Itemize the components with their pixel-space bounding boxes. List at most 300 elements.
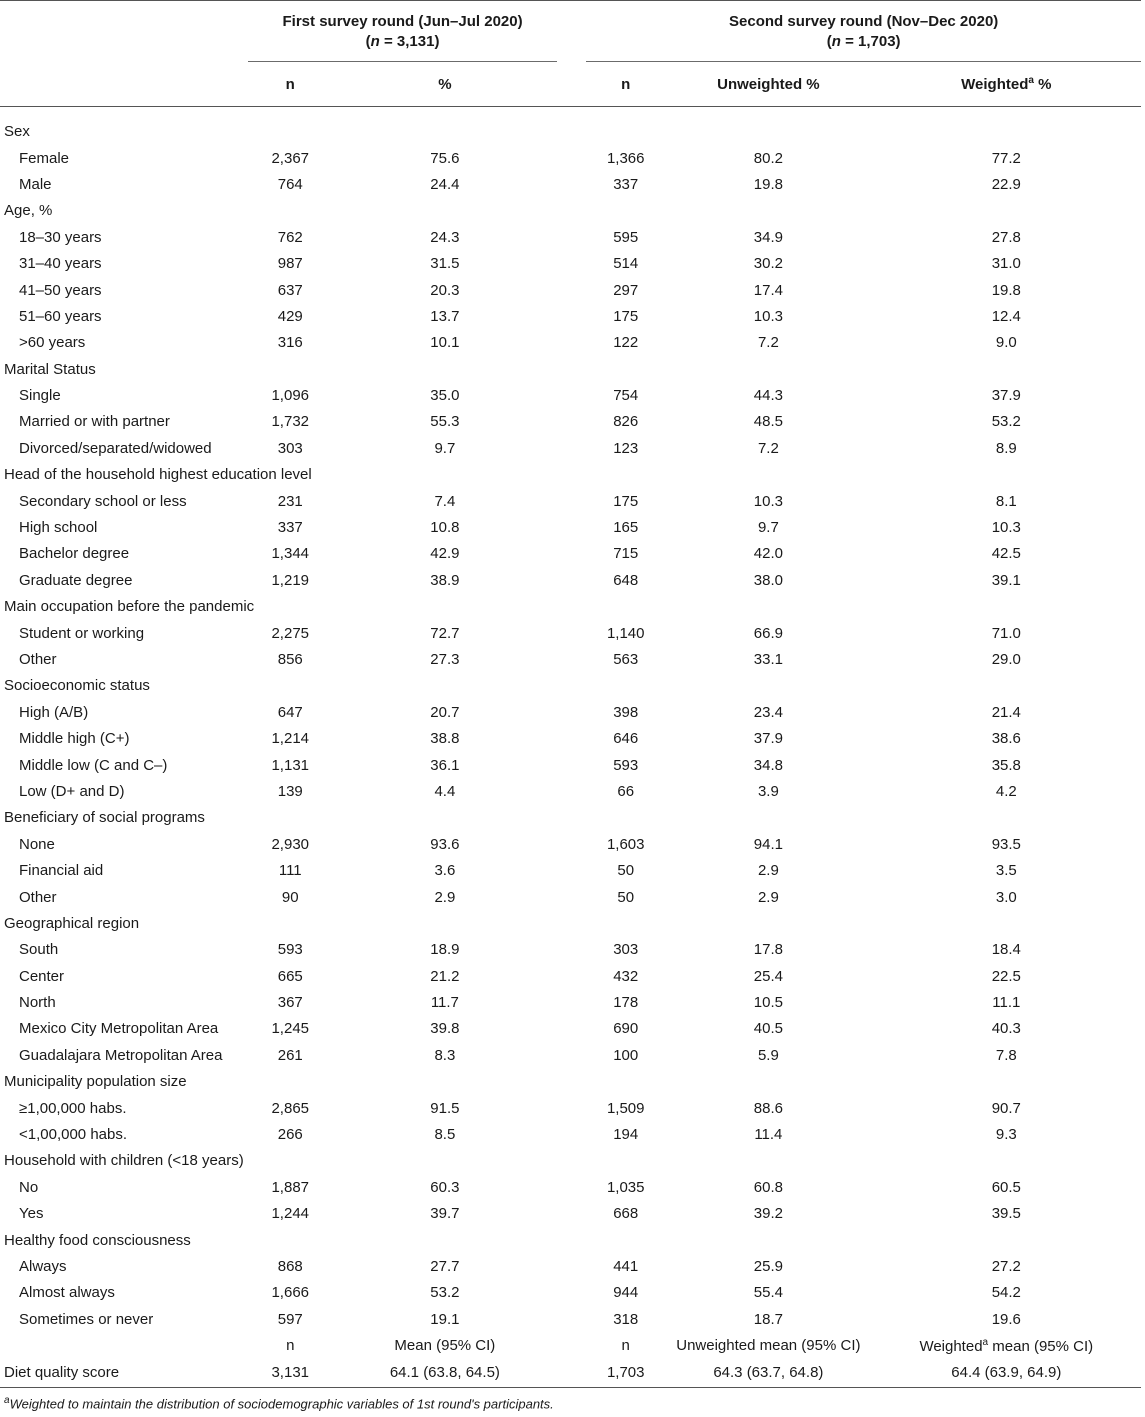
- cell-weighted: 21.4: [991, 703, 1021, 721]
- group-gap: [557, 1280, 586, 1306]
- cell-weighted: 71.0: [991, 624, 1021, 642]
- row-label: Center: [19, 967, 65, 985]
- category-label: Main occupation before the pandemic: [4, 598, 255, 616]
- cell-n2: 595: [613, 228, 639, 246]
- cell-pct1: 8.5: [434, 1126, 456, 1144]
- cell-n2: 715: [613, 545, 639, 563]
- table-row: [0, 1095, 1141, 1121]
- cell-n1: 637: [277, 281, 303, 299]
- label-column-header: [0, 62, 248, 107]
- cell-n1: 868: [277, 1257, 303, 1275]
- group-gap: [557, 778, 586, 804]
- cell-weighted: 19.6: [991, 1310, 1021, 1328]
- table-row: [0, 646, 1141, 672]
- cell-n1: 2,865: [271, 1099, 310, 1117]
- category-row: [0, 1069, 1141, 1095]
- group-gap: [557, 1, 586, 62]
- cell-pct1: 42.9: [430, 545, 460, 563]
- group-gap: [557, 1332, 586, 1358]
- mean-header-unweighted: Unweighted mean (95% CI): [676, 1337, 861, 1355]
- table-row: [0, 1016, 1141, 1042]
- cell-weighted: 39.5: [991, 1205, 1021, 1223]
- cell-n1: 1,131: [271, 756, 310, 774]
- cell-n2: 50: [617, 888, 635, 906]
- cell-n2: 175: [613, 492, 639, 510]
- cell-n2: 563: [613, 651, 639, 668]
- footnote: $^a$Weighted to maintain the distribution of sociodemographic variables of 1st round's participants.: [4, 1395, 554, 1412]
- row-label: Guadalajara Metropolitan Area: [19, 1046, 223, 1064]
- cell-pct1: 24.3: [430, 228, 460, 246]
- cell-unweighted: 60.8: [753, 1178, 783, 1196]
- cell-pct1: 36.1: [430, 756, 460, 774]
- group-gap: [557, 1121, 586, 1147]
- group-gap: [557, 435, 586, 461]
- category-label: Socioeconomic status: [4, 677, 150, 695]
- group-gap: [557, 1253, 586, 1279]
- cell-n1: 3,131: [248, 1359, 333, 1388]
- table-row: [0, 778, 1141, 804]
- cell-pct1: 55.3: [430, 413, 460, 431]
- cell-n1: 762: [277, 228, 303, 246]
- cell-n1: 856: [277, 651, 303, 668]
- group-gap: [557, 1174, 586, 1200]
- group-gap: [557, 224, 586, 250]
- cell-unweighted: 23.4: [753, 703, 783, 721]
- cell-weighted: 8.9: [995, 439, 1017, 457]
- cell-unweighted: 80.2: [753, 149, 783, 167]
- cell-weighted: 27.8: [991, 228, 1021, 246]
- cell-weighted: 93.5: [991, 835, 1021, 853]
- cell-pct1: 8.3: [434, 1046, 456, 1064]
- cell-n2: 122: [613, 334, 639, 352]
- row-label: Mexico City Metropolitan Area: [19, 1020, 219, 1038]
- table-row: [0, 567, 1141, 593]
- mean-header-n1: n: [286, 1337, 295, 1355]
- row-label: Divorced/separated/widowed: [19, 439, 212, 457]
- cell-pct1: 53.2: [430, 1284, 460, 1302]
- category-row: [0, 1148, 1141, 1174]
- cell-n2: 318: [613, 1310, 639, 1328]
- cell-weighted: 77.2: [991, 149, 1021, 167]
- cell-n1: 1,096: [271, 387, 310, 405]
- row-label: North: [19, 994, 56, 1012]
- first-round-title: First survey round (Jun–Jul 2020): [282, 13, 523, 30]
- row-label: Other: [19, 888, 57, 906]
- cell-n2: 165: [613, 519, 639, 537]
- cell-pct1: 27.3: [430, 651, 460, 668]
- table-row: [0, 831, 1141, 857]
- table-row: [0, 541, 1141, 567]
- cell-n1: 303: [277, 439, 303, 457]
- cell-weighted: 40.3: [991, 1020, 1021, 1038]
- row-label: High (A/B): [19, 703, 89, 721]
- cell-n2: 690: [613, 1020, 639, 1038]
- cell-weighted: 35.8: [991, 756, 1021, 774]
- table-row: [0, 620, 1141, 646]
- cell-n1: 2,275: [271, 624, 310, 642]
- cell-n1: 316: [277, 334, 303, 352]
- cell-unweighted: 88.6: [753, 1099, 783, 1117]
- table-row: [0, 857, 1141, 883]
- cell-n1: 597: [277, 1310, 303, 1328]
- mean-header-weighted: Weighted$^a$ mean (95% CI): [919, 1336, 1094, 1355]
- second-round-title: Second survey round (Nov–Dec 2020): [729, 13, 999, 30]
- mean-header-row: [0, 1332, 1141, 1358]
- cell-pct1: 72.7: [430, 624, 460, 642]
- cell-n2: 123: [613, 439, 639, 457]
- table-row: [0, 514, 1141, 540]
- cell-pct1: 2.9: [434, 888, 456, 906]
- cell-pct1: 9.7: [434, 439, 456, 457]
- cell-unweighted: 38.0: [753, 571, 783, 589]
- cell-weighted: 19.8: [991, 281, 1021, 299]
- cell-n1: 266: [277, 1126, 303, 1144]
- cell-weighted: 7.8: [995, 1046, 1017, 1064]
- cell-unweighted: 5.9: [757, 1046, 779, 1064]
- cell-weighted: 3.0: [995, 888, 1017, 906]
- cell-pct1: 35.0: [430, 387, 460, 405]
- cell-n2: 826: [613, 413, 639, 431]
- category-label: Age, %: [4, 202, 53, 220]
- cell-unweighted: 11.4: [754, 1126, 783, 1144]
- cell-unweighted: 17.4: [753, 281, 783, 299]
- group-gap: [557, 62, 586, 107]
- cell-n2: 297: [613, 281, 639, 299]
- cell-n1: 1,245: [271, 1020, 310, 1038]
- cell-unweighted: 42.0: [753, 545, 783, 563]
- row-label: 41–50 years: [19, 281, 102, 299]
- row-label: Always: [19, 1257, 67, 1275]
- cell-pct1: 19.1: [430, 1310, 460, 1328]
- cell-n2: 1,509: [606, 1099, 645, 1117]
- cell-weighted: 9.0: [995, 334, 1017, 352]
- cell-n1: 1,666: [271, 1284, 310, 1302]
- cell-n2: 178: [613, 994, 639, 1012]
- cell-unweighted: 94.1: [753, 835, 783, 853]
- second-round-n: (n = 1,703): [826, 33, 901, 50]
- table-row: [0, 303, 1141, 329]
- cell-unweighted-mean: 64.3 (63.7, 64.8): [665, 1359, 871, 1388]
- cell-weighted: 11.1: [992, 994, 1021, 1012]
- table-row: [0, 989, 1141, 1015]
- cell-n2: 100: [613, 1046, 639, 1064]
- cell-weighted: 3.5: [995, 862, 1017, 880]
- cell-weighted: 42.5: [991, 545, 1021, 563]
- table-row: [0, 1280, 1141, 1306]
- cell-n2: 593: [613, 756, 639, 774]
- row-label: No: [19, 1178, 39, 1196]
- cell-unweighted: 34.9: [753, 228, 783, 246]
- cell-n1: 1,344: [271, 545, 310, 563]
- group-gap: [557, 752, 586, 778]
- cell-n2: 1,603: [606, 835, 645, 853]
- table-row: [0, 699, 1141, 725]
- category-row: [0, 1227, 1141, 1253]
- row-label: Bachelor degree: [19, 545, 130, 563]
- cell-weighted: 27.2: [991, 1257, 1021, 1275]
- cell-n2: 66: [617, 782, 635, 800]
- table-row: [0, 409, 1141, 435]
- cell-weighted: 29.0: [991, 651, 1021, 668]
- category-row: [0, 462, 1141, 488]
- cell-n1: 139: [277, 782, 303, 800]
- cell-n1: 647: [277, 703, 303, 721]
- cell-n1: 261: [277, 1046, 303, 1064]
- cell-pct1: 11.7: [430, 994, 459, 1012]
- row-label: Sometimes or never: [19, 1310, 154, 1328]
- table-row: [0, 1306, 1141, 1332]
- cell-weighted: 22.5: [991, 967, 1021, 985]
- row-label: 18–30 years: [19, 228, 102, 246]
- cell-pct1: 60.3: [430, 1178, 460, 1196]
- table-body: [0, 107, 1141, 1388]
- cell-weighted: 12.4: [991, 307, 1021, 325]
- cell-n2: 668: [613, 1205, 639, 1223]
- cell-n1: 1,732: [271, 413, 310, 431]
- cell-weighted: 90.7: [991, 1099, 1021, 1117]
- cell-n1: 90: [281, 888, 299, 906]
- group-gap: [557, 541, 586, 567]
- cell-n1: 231: [277, 492, 303, 510]
- col-weighted-header: Weighted$^a$ %: [872, 62, 1141, 107]
- table-row: [0, 1201, 1141, 1227]
- table-row: [0, 488, 1141, 514]
- row-label: South: [19, 941, 59, 959]
- table-row: [0, 1042, 1141, 1068]
- cell-pct1: 10.8: [430, 519, 460, 537]
- cell-n2: 194: [613, 1126, 639, 1144]
- category-label: Household with children (<18 years): [4, 1152, 244, 1170]
- cell-n2: 432: [613, 967, 639, 985]
- row-label: Secondary school or less: [19, 492, 187, 510]
- cell-n2: 337: [613, 175, 639, 193]
- category-label: Municipality population size: [4, 1073, 187, 1091]
- cell-n1: 1,887: [271, 1178, 310, 1196]
- empty-header-cell: [0, 1, 248, 62]
- category-row: [0, 198, 1141, 224]
- cell-mean: 64.1 (63.8, 64.5): [333, 1359, 558, 1388]
- cell-pct1: 39.7: [430, 1205, 460, 1223]
- second-round-header: [586, 1, 1141, 62]
- cell-pct1: 18.9: [430, 941, 460, 959]
- row-label: Middle high (C+): [19, 730, 130, 748]
- cell-weighted: 38.6: [991, 730, 1021, 748]
- first-round-header: [248, 1, 557, 62]
- row-label: Middle low (C and C–): [19, 756, 168, 774]
- cell-pct1: 75.6: [430, 149, 460, 167]
- col-n1-header: n: [248, 62, 333, 107]
- group-gap: [557, 488, 586, 514]
- row-label: 31–40 years: [19, 255, 102, 273]
- cell-unweighted: 25.4: [753, 967, 783, 985]
- mean-header-n2: n: [621, 1337, 630, 1355]
- group-gap: [557, 567, 586, 593]
- group-gap: [557, 250, 586, 276]
- cell-n2: 944: [613, 1284, 639, 1302]
- row-label: ≥1,00,000 habs.: [19, 1099, 127, 1117]
- row-label: Graduate degree: [19, 571, 133, 589]
- cell-unweighted: 19.8: [753, 175, 783, 193]
- group-gap: [557, 963, 586, 989]
- cell-unweighted: 18.7: [753, 1310, 783, 1328]
- row-label: High school: [19, 519, 98, 537]
- cell-n2: 303: [613, 941, 639, 959]
- cell-unweighted: 44.3: [753, 387, 783, 405]
- table-row: [0, 1253, 1141, 1279]
- category-row: [0, 356, 1141, 382]
- table-row: [0, 884, 1141, 910]
- cell-n1: 665: [277, 967, 303, 985]
- cell-unweighted: 9.7: [757, 519, 779, 537]
- group-gap: [557, 277, 586, 303]
- cell-pct1: 13.7: [430, 307, 460, 325]
- cell-n1: 1,219: [271, 571, 310, 589]
- group-gap: [557, 1042, 586, 1068]
- category-row: [0, 910, 1141, 936]
- row-label: Yes: [19, 1205, 44, 1223]
- cell-unweighted: 10.3: [753, 492, 783, 510]
- cell-unweighted: 34.8: [753, 756, 783, 774]
- cell-pct1: 38.9: [430, 571, 460, 589]
- row-label: <1,00,000 habs.: [19, 1126, 128, 1144]
- cell-n1: 2,367: [271, 149, 310, 167]
- category-row: [0, 805, 1141, 831]
- table-row: [0, 145, 1141, 171]
- row-label: Male: [19, 175, 52, 193]
- cell-pct1: 4.4: [434, 782, 456, 800]
- cell-n1: 111: [278, 862, 302, 880]
- cell-unweighted: 66.9: [753, 624, 783, 642]
- cell-unweighted: 55.4: [753, 1284, 783, 1302]
- cell-unweighted: 40.5: [753, 1020, 783, 1038]
- cell-n2: 50: [617, 862, 635, 880]
- cell-n2: 648: [613, 571, 639, 589]
- group-gap: [557, 989, 586, 1015]
- cell-pct1: 3.6: [434, 862, 456, 880]
- cell-unweighted: 7.2: [757, 439, 779, 457]
- cell-weighted: 10.3: [991, 519, 1021, 537]
- cell-weighted: 54.2: [991, 1284, 1021, 1302]
- first-round-n: (n = 3,131): [365, 33, 440, 50]
- cell-unweighted: 7.2: [757, 334, 779, 352]
- group-gap: [557, 1306, 586, 1332]
- cell-n2: 398: [613, 703, 639, 721]
- group-gap: [557, 1359, 586, 1388]
- cell-n1: 987: [277, 255, 303, 273]
- cell-pct1: 27.7: [430, 1257, 460, 1275]
- table-row: [0, 725, 1141, 751]
- group-gap: [557, 937, 586, 963]
- row-label: Diet quality score: [0, 1359, 248, 1388]
- cell-unweighted: 39.2: [753, 1205, 783, 1223]
- cell-n1: 2,930: [271, 835, 310, 853]
- group-gap: [557, 725, 586, 751]
- cell-unweighted: 30.2: [753, 255, 783, 273]
- cell-n1: 1,244: [271, 1205, 310, 1223]
- cell-unweighted: 48.5: [753, 413, 783, 431]
- cell-weighted: 31.0: [991, 255, 1021, 273]
- cell-n2: 441: [613, 1257, 639, 1275]
- group-gap: [557, 620, 586, 646]
- group-gap: [557, 171, 586, 197]
- row-label: Student or working: [19, 624, 145, 642]
- cell-weighted: 8.1: [995, 492, 1017, 510]
- cell-pct1: 20.3: [430, 281, 460, 299]
- row-label: 51–60 years: [19, 307, 102, 325]
- category-label: Head of the household highest education level: [4, 466, 312, 484]
- category-label: Beneficiary of social programs: [4, 809, 205, 827]
- cell-unweighted: 10.3: [753, 307, 783, 325]
- cell-pct1: 31.5: [430, 255, 460, 273]
- cell-pct1: 10.1: [430, 334, 460, 352]
- group-gap: [557, 699, 586, 725]
- cell-n2: 754: [613, 387, 639, 405]
- group-gap: [557, 330, 586, 356]
- table-row: [0, 382, 1141, 408]
- group-gap: [557, 884, 586, 910]
- cell-n2: 1,140: [606, 624, 645, 642]
- row-label: Financial aid: [19, 862, 104, 880]
- group-gap: [557, 145, 586, 171]
- table-row: [0, 1174, 1141, 1200]
- row-label: None: [19, 835, 55, 853]
- cell-weighted-mean: 64.4 (63.9, 64.9): [872, 1359, 1141, 1388]
- row-label: >60 years: [19, 334, 86, 352]
- cell-unweighted: 33.1: [753, 651, 783, 668]
- row-label: Low (D+ and D): [19, 782, 125, 800]
- category-label: Sex: [4, 123, 30, 141]
- group-gap: [557, 514, 586, 540]
- mean-header-mean: Mean (95% CI): [394, 1337, 496, 1355]
- cell-unweighted: 17.8: [753, 941, 783, 959]
- mean-header-label: [0, 1332, 248, 1358]
- cell-weighted: 53.2: [991, 413, 1021, 431]
- table-row: [0, 224, 1141, 250]
- table-row: [0, 963, 1141, 989]
- cell-pct1: 24.4: [430, 175, 460, 193]
- cell-weighted: 18.4: [991, 941, 1021, 959]
- col-n2-header: n: [586, 62, 665, 107]
- col-pct1-header: %: [333, 62, 558, 107]
- group-gap: [557, 646, 586, 672]
- cell-n2: 1,703: [586, 1359, 665, 1388]
- cell-n2: 646: [613, 730, 639, 748]
- table-row: [0, 277, 1141, 303]
- cell-n1: 764: [277, 175, 303, 193]
- cell-unweighted: 10.5: [753, 994, 783, 1012]
- cell-pct1: 39.8: [430, 1020, 460, 1038]
- cell-weighted: 9.3: [995, 1126, 1017, 1144]
- category-row: [0, 119, 1141, 145]
- cell-n1: 367: [277, 994, 303, 1012]
- group-gap: [557, 1016, 586, 1042]
- cell-unweighted: 37.9: [753, 730, 783, 748]
- table-row: [0, 1121, 1141, 1147]
- col-unweighted-header: Unweighted %: [665, 62, 871, 107]
- row-label: Single: [19, 387, 61, 405]
- table-row: [0, 330, 1141, 356]
- category-row: [0, 673, 1141, 699]
- category-row: [0, 594, 1141, 620]
- row-label: Other: [19, 651, 57, 668]
- category-label: Geographical region: [4, 914, 140, 932]
- cell-n1: 337: [277, 519, 303, 537]
- cell-n1: 1,214: [271, 730, 310, 748]
- cell-n2: 514: [613, 255, 639, 273]
- row-label: Almost always: [19, 1284, 115, 1302]
- cell-weighted: 22.9: [991, 175, 1021, 193]
- group-gap: [557, 1095, 586, 1121]
